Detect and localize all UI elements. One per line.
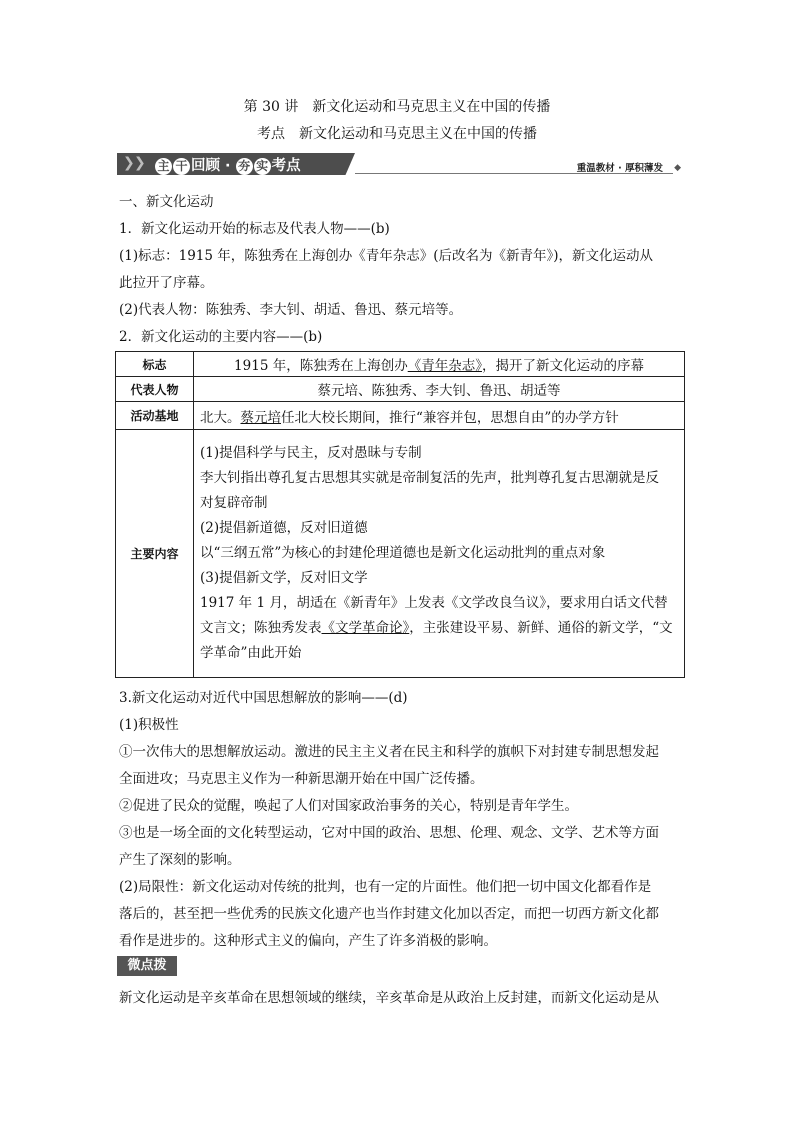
lecture-title: 第 30 讲 新文化运动和马克思主义在中国的传播 — [243, 99, 551, 115]
paragraph-line: 产生了深刻的影响。 — [119, 852, 241, 868]
row-content — [194, 402, 685, 430]
content-line: 以“三纲五常”为核心的封建伦理道德也是新文化运动批判的重点对象 — [200, 545, 606, 561]
topic-title: 考点 新文化运动和马克思主义在中国的传播 — [257, 126, 537, 142]
underlined-text: 《文学革命论》 — [321, 620, 410, 636]
section-heading: 一、新文化运动 — [119, 194, 214, 210]
row-label: 代表人物 — [116, 377, 194, 402]
content-line: (3)提倡新文学，反对旧文学 — [200, 570, 368, 586]
tip-text: 新文化运动是辛亥革命在思想领域的继续，辛亥革命是从政治上反封建，而新文化运动是从 — [119, 990, 659, 1006]
content-line: 1917 年 1 月，胡适在《新青年》上发表《文学改良刍议》，要求用白话文代替 — [200, 595, 668, 611]
paragraph-line: 全面进攻；马克思主义作为一种新思潮开始在中国广泛传播。 — [119, 771, 484, 787]
paragraph-line: ①一次伟大的思想解放运动。激进的民主主义者在民主和科学的旗帜下对封建专制思想发起 — [119, 744, 659, 760]
text-part: 任北大校长期间，推行“兼容并包，思想自由”的办学方针 — [281, 409, 619, 426]
table-row — [116, 352, 685, 377]
row-label: 活动基地 — [116, 402, 194, 430]
underlined-text: 《青年杂志》 — [407, 358, 482, 374]
text-part: 北大。 — [200, 409, 241, 426]
content-table — [115, 351, 685, 678]
row-content: 蔡元培、陈独秀、李大钊、鲁迅、胡适等 — [194, 377, 685, 402]
content-line: 李大钊指出尊孔复古思想其实就是帝制复活的先声，批判尊孔复古思潮就是反 — [200, 470, 659, 486]
tip-label: 微点拨 — [117, 956, 177, 976]
content-line: 学革命”由此开始 — [200, 645, 302, 661]
banner-slogan: 重温教材 · 厚积薄发 — [576, 163, 663, 174]
text-part: ，揭开了新文化运动的序幕 — [481, 358, 644, 374]
paragraph-line: ②促进了民众的觉醒，唤起了人们对国家政治事务的关心，特别是青年学生。 — [119, 798, 578, 814]
banner-text — [155, 154, 301, 175]
text-part: 1915 年，陈独秀在上海创办 — [234, 358, 408, 374]
item-title: 3.新文化运动对近代中国思想解放的影响——(d) — [119, 690, 408, 706]
item-title: 1．新文化运动开始的标志及代表人物——(b) — [119, 221, 390, 237]
item-title: 2．新文化运动的主要内容——(b) — [119, 329, 323, 345]
banner-char: 夯 — [236, 158, 253, 175]
row-content — [194, 352, 685, 377]
banner-char: 干 — [173, 158, 190, 175]
banner-text-part: 考点 — [271, 158, 301, 174]
diamond-icon: ◆ — [674, 163, 681, 173]
content-line: (1)提倡科学与民主，反对愚昧与专制 — [200, 445, 422, 461]
row-content — [194, 430, 685, 678]
paragraph-line: (2)代表人物：陈独秀、李大钊、胡适、鲁迅、蔡元培等。 — [119, 302, 463, 318]
paragraph-line: ③也是一场全面的文化转型运动，它对中国的政治、思想、伦理、观念、文学、艺术等方面 — [119, 825, 659, 841]
banner-char: 主 — [155, 158, 172, 175]
content-line: 对复辟帝制 — [200, 495, 268, 511]
table-row — [116, 430, 685, 678]
table-row — [116, 377, 685, 402]
paragraph-line: (1)积极性 — [119, 717, 179, 733]
row-label: 主要内容 — [116, 430, 194, 678]
underlined-text: 蔡元培 — [240, 409, 281, 426]
paragraph-line: 看作是进步的。这种形式主义的偏向，产生了许多消极的影响。 — [119, 933, 497, 949]
paragraph-line: 此拉开了序幕。 — [119, 275, 214, 291]
text-part: ，主张建设平易、新鲜、通俗的新文学，“文 — [409, 620, 673, 636]
content-line: (2)提倡新道德，反对旧道德 — [200, 520, 368, 536]
text-part: 文言文；陈独秀发表 — [200, 620, 322, 636]
table-row — [116, 402, 685, 430]
paragraph-line: (1)标志：1915 年，陈独秀在上海创办《青年杂志》(后改名为《新青年》)，新文化运动从 — [119, 248, 654, 264]
paragraph-line: (2)局限性：新文化运动对传统的批判，也有一定的片面性。他们把一切中国文化都看作是 — [119, 879, 652, 895]
section-banner — [117, 150, 683, 180]
paragraph-line: 落后的，甚至把一些优秀的民族文化遗产也当作封建文化加以否定，而把一切西方新文化都 — [119, 906, 659, 922]
content-line — [200, 616, 678, 641]
chevron-icon: ❯ — [123, 155, 135, 171]
chevron-icon: ❯ — [134, 155, 146, 171]
banner-char: 实 — [254, 158, 271, 175]
banner-text-part: 回顾 · — [191, 158, 236, 174]
row-label: 标志 — [116, 352, 194, 377]
